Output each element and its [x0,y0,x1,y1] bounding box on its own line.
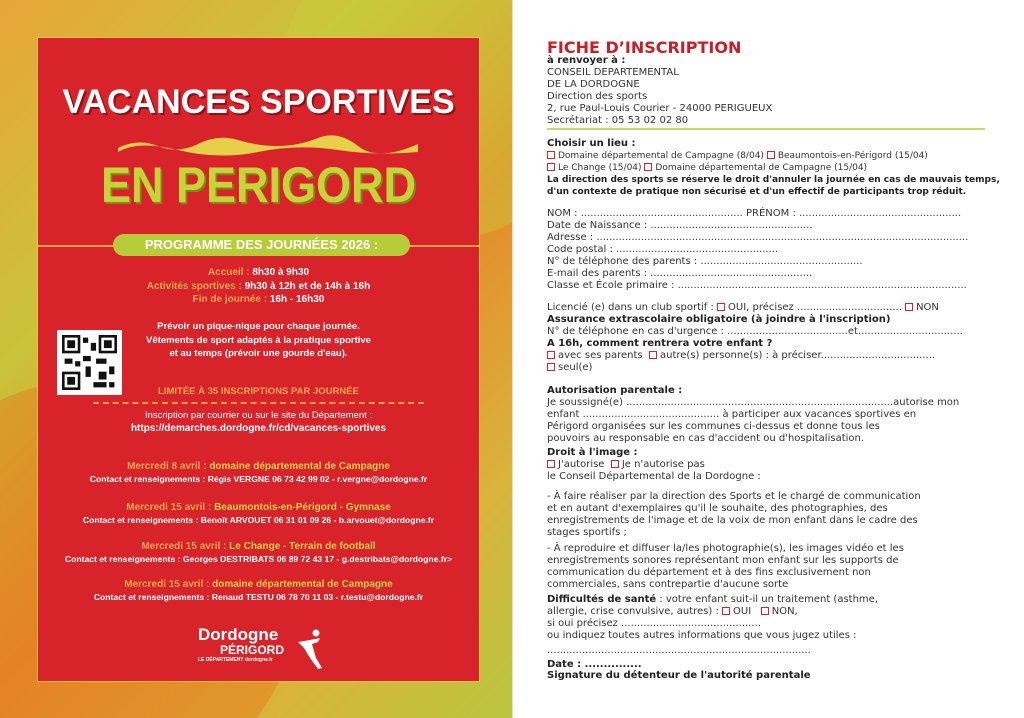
dashed-divider [93,402,424,404]
flyer-title: VACANCES SPORTIVES [62,83,455,121]
field-date[interactable]: Date : ............... [547,659,642,670]
health-text: : votre enfant suit-il un traitement (asthme, [656,594,878,605]
checkbox[interactable] [611,460,619,468]
schedule-label: Accueil : [207,267,250,278]
return-option: avec ses parents [558,350,643,361]
day-4 [38,579,479,603]
insurance-label: Assurance extrascolaire obligatoire (à joindre à l'inscription) [547,314,891,325]
return-question: A 16h, comment rentrera votre enfant ? [547,338,773,349]
health-options [547,606,798,618]
signature-label: Signature du détenteur de l'autorité parentale [547,670,811,681]
place-options [547,162,867,174]
day-3 [38,541,479,565]
schedule-value: 16h - 16h30 [269,294,325,305]
checkbox[interactable] [767,151,775,159]
field-health-other[interactable]: ................................................................................... [547,645,811,656]
health-yes: OUI [733,606,752,617]
address-line: CONSEIL DEPARTEMENTAL [547,67,679,78]
checkbox[interactable] [547,351,555,359]
logo-line3: LE DÉPARTEMENT dordogne.fr [198,657,273,663]
auth-text: Je soussigné(e) ....................................................................................autorise mon [547,397,960,408]
field-emergency-phone[interactable]: N° de téléphone en cas d'urgence : ......................................et................................. [547,326,963,337]
image-text: - À faire réaliser par la direction des Sports et le chargé de communication [547,491,921,502]
health-text: allergie, crise convulsive, autres) : [547,606,719,617]
day-place: Beaumontois-en-Périgord - Gymnase [214,502,391,513]
address-line: Secrétariat : 05 53 02 02 80 [547,115,689,126]
day-contact: Contact et renseignements : Georges DESTRIBATS 06 89 72 43 17 - g.destribats@dordogne.fr> [64,554,453,564]
sports-silhouettes-icon [118,134,418,156]
day-date: Mercredi 15 avril : [141,541,227,552]
day-contact: Contact et renseignements : Régis VERGNE 06 73 42 99 02 - r.vergne@dordogne.fr [89,474,428,484]
field-name[interactable]: NOM : ................................................... PRÉNOM : ................................................... [547,208,962,219]
image-options [547,459,705,471]
inscription-text: Inscription par courrier ou sur le site du Département : [144,410,373,421]
warning: La direction des sports se réserve le droit d'annuler la journée en cas de mauvais temps, [547,175,1000,185]
health-other-label: ou indiquez toutes autres informations que vous jugez utiles : [547,630,857,641]
choose-place-label: Choisir un lieu : [547,138,636,149]
address-line: 2, rue Paul-Louis Courier - 24000 PERIGUEUX [547,103,773,114]
schedule-label: Activités sportives : [146,280,242,292]
inscription-url[interactable]: https://demarches.dordogne.fr/cd/vacances-sportives [130,423,387,434]
schedule-label: Fin de journée : [192,294,268,305]
checkbox[interactable] [649,351,657,359]
image-option: J'autorise [558,459,605,470]
field-birthdate[interactable]: Date de Naissance : ................................................... [547,220,813,231]
programme-banner: PROGRAMME DES JOURNÉES 2026 : [113,234,410,256]
image-title: Droit à l'image : [547,447,638,458]
auth-text: enfant ........................................... à participer aux vacances sportives en [547,409,917,420]
return-options [547,350,935,362]
send-to-label: à renvoyer à : [547,55,626,66]
flyer-panel [37,37,480,682]
checkbox-no[interactable] [761,607,769,615]
licence-yes: OUI, précisez ................................. [728,302,902,313]
image-text: communication du département et à des fins exclusivement non [547,567,871,578]
licence-label: Licencié (e) dans un club sportif : [547,302,714,313]
schedule [38,266,479,307]
address-line: DE LA DORDOGNE [547,79,640,90]
checkbox-yes[interactable] [717,303,725,311]
day-date: Mercredi 15 avril : [126,502,212,513]
divider [547,128,985,130]
auth-text: Périgord organisées sur les communes ci-dessus et donne tous les [547,421,880,432]
logo-line2: PÉRIGORD [220,643,285,657]
health-row [547,594,878,606]
schedule-value: 9h30 à 12h et de 14h à 16h [244,280,371,292]
day-date: Mercredi 8 avril : [127,461,207,472]
note: et au temps (prévoir une gourde d'eau). [169,348,348,359]
auth-title: Autorisation parentale : [547,385,683,396]
field-postal-code[interactable]: Code postal : ................................................... [547,244,779,255]
place-options [547,150,928,162]
image-text: enregistrements de l'image et de la voix de mon enfant dans le cadre des [547,515,918,526]
day-2 [38,502,479,526]
licence-no: NON [916,302,939,313]
checkbox[interactable] [547,163,555,171]
health-label: Difficultés de santé [547,594,657,605]
warning: d'un contexte de pratique non sécurisé et d'un effectif de participants trop réduit. [547,187,967,197]
logo-line1: Dordogne [198,625,279,644]
note: Prévoir un pique-nique pour chaque journée. [157,321,360,332]
checkbox[interactable] [547,363,555,371]
place-option: Beaumontois-en-Périgord (15/04) [777,151,928,161]
flyer-subtitle: EN PERIGORD [100,157,417,213]
licence-row [547,302,939,314]
place-option: Domaine départemental de Campagne (8/04) [558,151,764,161]
checkbox[interactable] [547,151,555,159]
place-option: Domaine départemental de Campagne (15/04) [655,163,868,173]
return-option: autre(s) personne(s) : à préciser.................................... [659,350,936,361]
image-text: stages sportifs ; [547,527,627,538]
note: Vêtements de sport adaptés à la pratique sportive [146,334,371,346]
field-health-precise[interactable]: si oui précisez ............................................ [547,618,761,629]
checkbox[interactable] [547,460,555,468]
image-text: commerciales, sans contrepartie d'aucune sorte [547,579,789,590]
day-place: domaine départemental de Campagne [209,461,390,472]
checkbox-yes[interactable] [722,607,730,615]
image-option: Je n'autorise pas [621,459,705,470]
field-address[interactable]: Adresse : ..................................................................................................................... [547,232,969,243]
image-text: - À reproduire et diffuser la/les photographie(s), les images vidéo et les [547,543,904,554]
image-text: enregistrements sonores représentant mon enfant sur les supports de [547,555,899,566]
athlete-icon [296,628,324,670]
limit-notice: LIMITÉE À 35 INSCRIPTIONS PAR JOURNÉE [158,386,359,397]
checkbox-no[interactable] [905,303,913,311]
field-parent-email[interactable]: E-mail des parents : ................................................... [547,268,813,279]
image-text: et en autant d'exemplaires qu'il le souhaite, des photographies, des [547,503,888,514]
form-title: FICHE D’INSCRIPTION [547,38,742,57]
day-place: domaine départemental de Campagne [212,579,393,590]
return-option: seul(e) [558,362,593,373]
dordogne-logo [198,626,328,676]
auth-text: pouvoirs au responsable en cas d'accident ou d'hospitalisation. [547,433,865,444]
schedule-value: 8h30 à 9h30 [252,267,310,278]
image-text: le Conseil Départemental de la Dordogne : [547,471,761,482]
place-option: Le Change (15/04) [558,163,642,173]
day-contact: Contact et renseignements : Renaud TESTU 06 78 70 11 03 - r.testu@dordogne.fr [93,592,424,602]
return-options [547,362,592,374]
inscription-info [38,409,479,436]
day-1 [38,461,479,485]
health-no: NON, [771,606,798,617]
checkbox[interactable] [644,163,652,171]
day-place: Le Change - Terrain de football [229,541,376,552]
day-contact: Contact et renseignements : Benoît ARVOUET 06 31 01 09 26 - b.arvouet@dordogne.fr [82,515,435,525]
field-class-school[interactable]: Classe et École primaire : ........................................................................................... [547,280,967,291]
address-line: Direction des sports [547,91,648,102]
registration-form [512,0,1024,718]
day-date: Mercredi 15 avril : [124,579,210,590]
field-parent-phone[interactable]: N° de téléphone des parents : ................................................... [547,256,863,267]
